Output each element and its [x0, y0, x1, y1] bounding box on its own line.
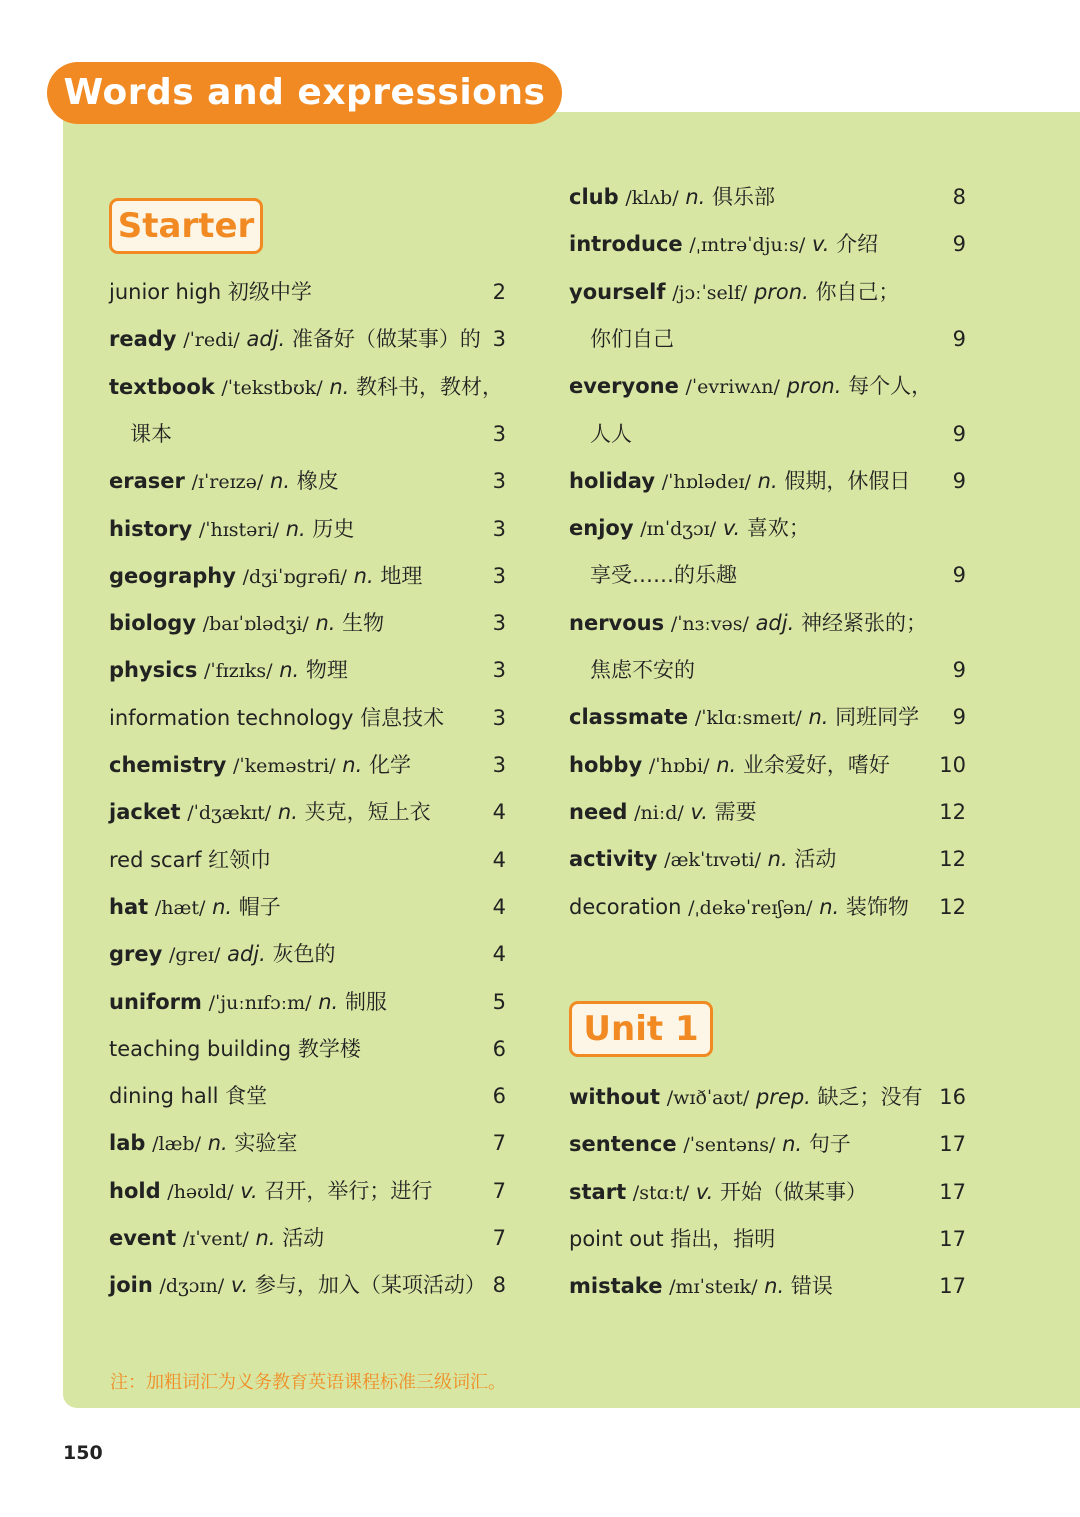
entry-phonetic: /niːd/	[634, 801, 684, 824]
entry-definition: 实验室	[234, 1131, 298, 1156]
entry-definition: 同班同学	[835, 705, 920, 730]
entry-phonetic: /ˈklɑːsmeɪt/	[694, 707, 802, 730]
entry-pos: n.	[212, 894, 233, 919]
entry-definition: 生物	[342, 611, 385, 636]
entry-page: 9	[952, 468, 966, 493]
entry-page: 9	[952, 563, 966, 588]
word-entry	[590, 412, 632, 456]
entry-pos: n.	[808, 705, 829, 730]
entry-word: hold	[109, 1178, 161, 1203]
entry-phonetic: /ˈkeməstri/	[233, 755, 336, 777]
entry-word: activity	[569, 847, 658, 872]
entry-definition: 你自己；	[815, 279, 900, 304]
entry-phonetic: /stɑːt/	[632, 1181, 690, 1204]
entry-phonetic: /ˈhɪstəri/	[198, 518, 279, 541]
entry-phonetic: /ɡreɪ/	[169, 944, 221, 967]
entry-definition: 你们自己	[590, 326, 674, 351]
entry-pos: v.	[240, 1178, 258, 1203]
entry-pos: n.	[279, 658, 300, 683]
entry-pos: n.	[764, 1274, 785, 1299]
entry-page: 6	[492, 1084, 506, 1109]
entry-page: 12	[939, 894, 966, 919]
entry-word: eraser	[109, 469, 185, 494]
entry-phonetic: /læb/	[152, 1133, 201, 1156]
word-entry	[109, 554, 422, 598]
entry-pos: n.	[329, 374, 350, 399]
word-entry	[569, 506, 810, 550]
entry-page: 3	[492, 705, 506, 730]
page-number: 150	[63, 1442, 103, 1464]
entry-definition: 错误	[790, 1274, 833, 1299]
entry-definition: 历史	[312, 516, 355, 541]
entry-definition: 缺乏；没有	[817, 1085, 923, 1109]
entry-phonetic: /ˈhɒlədeɪ/	[661, 470, 751, 493]
entry-definition: 喜欢；	[746, 516, 810, 541]
entry-definition: 信息技术	[360, 705, 445, 730]
entry-phonetic: /ˈfɪzɪks/	[204, 660, 273, 683]
word-entry	[109, 270, 312, 314]
entry-page: 2	[492, 280, 506, 304]
word-entry	[109, 1263, 486, 1307]
entry-definition: 地理	[380, 563, 423, 588]
entry-pos: pron.	[786, 374, 842, 399]
entry-phonetic: /ˈhɒbi/	[648, 754, 710, 777]
entry-page: 3	[492, 469, 506, 494]
entry-pos: n.	[353, 563, 374, 588]
word-entry	[109, 838, 271, 882]
entry-phonetic: /ˈjuːnɪfɔːm/	[208, 991, 312, 1014]
entry-word: biology	[109, 611, 197, 636]
word-entry	[569, 1217, 775, 1261]
word-entry	[109, 932, 335, 976]
entry-pos: n.	[315, 611, 336, 636]
entry-word: chemistry	[109, 753, 227, 777]
entry-phonetic: /wɪðˈaʊt/	[666, 1087, 750, 1109]
entry-page: 4	[492, 894, 506, 919]
entry-page: 4	[492, 847, 506, 872]
entry-definition: 物理	[305, 658, 348, 683]
entry-page: 4	[492, 800, 506, 825]
footnote: 注：加粗词汇为义务教育英语课程标准三级词汇。	[110, 1372, 506, 1393]
entry-phonetic: /ˈdʒækɪt/	[187, 802, 272, 825]
entry-page: 7	[492, 1226, 506, 1250]
word-entry	[569, 601, 927, 645]
word-entry	[109, 459, 339, 503]
entry-page: 3	[492, 753, 506, 777]
entry-page: 3	[492, 563, 506, 588]
entry-page: 9	[952, 326, 966, 351]
entry-word: without	[569, 1085, 661, 1109]
entry-phonetic: /ækˈtɪvəti/	[664, 849, 761, 872]
entry-phonetic: /hæt/	[154, 896, 206, 919]
entry-page: 3	[492, 658, 506, 683]
entry-pos: n.	[685, 185, 706, 209]
word-entry	[109, 1074, 267, 1118]
entry-page: 8	[492, 1273, 506, 1298]
entry-phonetic: /ˈredi/	[183, 329, 240, 352]
entry-definition: 俱乐部	[712, 185, 775, 209]
word-entry	[590, 553, 737, 597]
word-entry	[109, 648, 348, 692]
entry-phonetic: /ɪˈvent/	[182, 1228, 249, 1250]
entry-phonetic: /baɪˈɒlədʒi/	[202, 613, 309, 636]
word-entry	[109, 1169, 432, 1213]
entry-page: 12	[939, 799, 966, 824]
word-entry	[109, 790, 431, 834]
entry-pos: v.	[690, 799, 708, 824]
entry-page: 7	[492, 1131, 506, 1156]
entry-pos: pron.	[753, 279, 809, 304]
entry-definition: 参与，加入（某项活动）	[254, 1273, 486, 1298]
word-entry	[109, 365, 503, 409]
entry-pos: n.	[285, 516, 306, 541]
entry-pos: n.	[819, 894, 840, 919]
word-entry	[109, 885, 281, 929]
entry-word: ready	[109, 327, 177, 352]
entry-page: 3	[492, 611, 506, 636]
entry-definition: 装饰物	[845, 894, 909, 919]
word-entry	[109, 696, 444, 740]
entry-pos: n.	[767, 847, 788, 872]
entry-pos: adj.	[755, 610, 795, 635]
entry-pos: n.	[207, 1131, 228, 1156]
entry-page: 9	[952, 232, 966, 257]
word-entry	[569, 1170, 867, 1214]
word-entry	[569, 364, 932, 408]
entry-phonetic: /həʊld/	[167, 1180, 234, 1203]
entry-word: mistake	[569, 1274, 663, 1299]
entry-word: join	[109, 1273, 153, 1298]
entry-definition: 课本	[130, 421, 172, 446]
entry-definition: 介绍	[836, 232, 879, 257]
entry-page: 5	[492, 989, 506, 1014]
entry-page: 17	[939, 1132, 966, 1157]
entry-word: need	[569, 799, 628, 824]
entry-word: red scarf	[109, 847, 202, 872]
entry-page: 3	[492, 327, 506, 352]
entry-word: history	[109, 516, 193, 541]
entry-word: hobby	[569, 752, 643, 777]
entry-word: everyone	[569, 374, 679, 399]
word-entry	[569, 837, 836, 881]
entry-definition: 帽子	[238, 894, 281, 919]
entry-word: dining hall	[109, 1084, 219, 1109]
entry-definition: 食堂	[225, 1084, 268, 1109]
entry-pos: n.	[277, 800, 298, 825]
section-title: Words and expressions	[47, 62, 562, 124]
entry-word: geography	[109, 563, 236, 588]
entry-definition: 化学	[368, 753, 411, 777]
entry-pos: adj.	[227, 942, 266, 967]
word-entry	[109, 1121, 297, 1165]
word-entry	[569, 1075, 923, 1119]
entry-definition: 召开，举行；进行	[264, 1178, 433, 1203]
entry-page: 17	[939, 1226, 966, 1251]
entry-definition: 夹克，短上衣	[304, 800, 431, 825]
word-entry	[109, 1027, 361, 1071]
entry-word: junior high	[109, 280, 222, 304]
entry-definition: 制服	[344, 989, 387, 1014]
word-entry	[569, 1122, 851, 1166]
word-entry	[569, 175, 775, 219]
entry-phonetic: /ˈevriwʌn/	[685, 376, 780, 399]
entry-page: 16	[939, 1085, 966, 1109]
entry-word: information technology	[109, 705, 354, 730]
entry-page: 7	[492, 1178, 506, 1203]
word-entry	[109, 317, 481, 361]
entry-definition: 句子	[808, 1132, 851, 1157]
entry-page: 4	[492, 942, 506, 967]
entry-definition: 教学楼	[297, 1036, 361, 1061]
entry-phonetic: /ɪˈreɪzə/	[191, 471, 264, 494]
entry-word: point out	[569, 1226, 664, 1251]
entry-definition: 人人	[590, 421, 632, 446]
entry-word: introduce	[569, 232, 683, 257]
entry-definition: 神经紧张的；	[800, 610, 927, 635]
starter-label: Starter	[109, 198, 263, 254]
entry-word: enjoy	[569, 516, 634, 541]
entry-phonetic: /ɪnˈdʒɔɪ/	[640, 518, 717, 541]
entry-page: 12	[939, 847, 966, 872]
word-entry	[109, 743, 411, 787]
entry-definition: 准备好（做某事）的	[291, 327, 481, 352]
entry-page: 9	[952, 421, 966, 446]
entry-pos: prep.	[755, 1085, 811, 1109]
entry-word: jacket	[109, 800, 181, 825]
entry-word: nervous	[569, 610, 665, 635]
word-entry	[569, 222, 878, 266]
entry-word: hat	[109, 894, 149, 919]
entry-phonetic: /dʒɔɪn/	[159, 1275, 225, 1298]
entry-definition: 业余爱好，嗜好	[742, 752, 890, 777]
entry-page: 8	[952, 185, 966, 209]
entry-pos: n.	[270, 469, 291, 494]
entry-word: decoration	[569, 894, 682, 919]
word-entry	[569, 885, 909, 929]
entry-pos: n.	[782, 1132, 803, 1157]
entry-word: uniform	[109, 989, 202, 1014]
entry-pos: n.	[318, 989, 339, 1014]
word-entry	[109, 507, 354, 551]
entry-definition: 活动	[794, 847, 837, 872]
entry-word: lab	[109, 1131, 146, 1156]
entry-definition: 需要	[714, 799, 757, 824]
entry-page: 17	[939, 1274, 966, 1299]
entry-pos: n.	[757, 468, 778, 493]
entry-pos: n.	[716, 752, 737, 777]
entry-phonetic: /ˌdekəˈreɪʃən/	[688, 896, 813, 919]
entry-definition: 红领巾	[208, 847, 272, 872]
entry-phonetic: /ˈsentəns/	[683, 1134, 776, 1157]
entry-pos: n.	[255, 1226, 276, 1250]
word-entry	[590, 648, 695, 692]
entry-phonetic: /dʒiˈɒɡrəfi/	[242, 565, 347, 588]
word-entry	[109, 980, 387, 1024]
entry-word: classmate	[569, 705, 689, 730]
entry-definition: 灰色的	[272, 942, 336, 967]
entry-definition: 初级中学	[227, 280, 312, 304]
entry-word: sentence	[569, 1132, 677, 1157]
entry-pos: adj.	[246, 327, 286, 352]
entry-definition: 教科书，教材，	[356, 374, 504, 399]
entry-page: 3	[492, 516, 506, 541]
word-entry	[569, 459, 910, 503]
word-entry	[569, 270, 899, 314]
entry-phonetic: /ˈtekstbʊk/	[221, 376, 323, 399]
word-entry	[569, 1264, 833, 1308]
entry-phonetic: /ˈnɜːvəs/	[670, 612, 749, 635]
entry-phonetic: /klʌb/	[625, 187, 679, 209]
entry-page: 9	[952, 658, 966, 682]
entry-page: 9	[952, 705, 966, 730]
entry-definition: 每个人，	[848, 374, 933, 399]
entry-word: start	[569, 1179, 627, 1204]
entry-page: 6	[492, 1036, 506, 1061]
word-entry	[109, 1216, 324, 1260]
word-entry	[109, 601, 384, 645]
word-entry	[569, 743, 890, 787]
entry-word: grey	[109, 942, 163, 967]
entry-word: textbook	[109, 374, 215, 399]
entry-phonetic: /mɪˈsteɪk/	[669, 1276, 758, 1299]
entry-word: teaching building	[109, 1036, 292, 1061]
entry-page: 10	[939, 752, 966, 777]
unit1-label: Unit 1	[569, 1001, 713, 1057]
entry-word: yourself	[569, 279, 666, 304]
entry-phonetic: /ˌɪntrəˈdjuːs/	[689, 234, 806, 257]
entry-definition: 开始（做某事）	[719, 1179, 867, 1204]
word-entry	[569, 695, 919, 739]
entry-pos: v.	[812, 232, 830, 257]
entry-page: 17	[939, 1179, 966, 1204]
entry-word: event	[109, 1226, 177, 1250]
word-entry	[569, 790, 757, 834]
entry-definition: 焦虑不安的	[590, 658, 695, 682]
entry-pos: v.	[230, 1273, 249, 1298]
entry-pos: v.	[695, 1179, 714, 1204]
entry-page: 3	[492, 421, 506, 446]
entry-definition: 橡皮	[296, 469, 339, 494]
entry-definition: 享受……的乐趣	[590, 563, 737, 588]
entry-definition: 活动	[282, 1226, 325, 1250]
word-entry	[130, 412, 172, 456]
word-entry	[590, 317, 674, 361]
entry-word: physics	[109, 658, 198, 683]
entry-definition: 假期，休假日	[784, 468, 911, 493]
entry-definition: 指出，指明	[670, 1226, 776, 1251]
entry-word: holiday	[569, 468, 656, 493]
entry-pos: n.	[342, 753, 363, 777]
entry-phonetic: /jɔːˈself/	[672, 281, 748, 304]
entry-pos: v.	[722, 516, 741, 541]
entry-word: club	[569, 185, 619, 209]
